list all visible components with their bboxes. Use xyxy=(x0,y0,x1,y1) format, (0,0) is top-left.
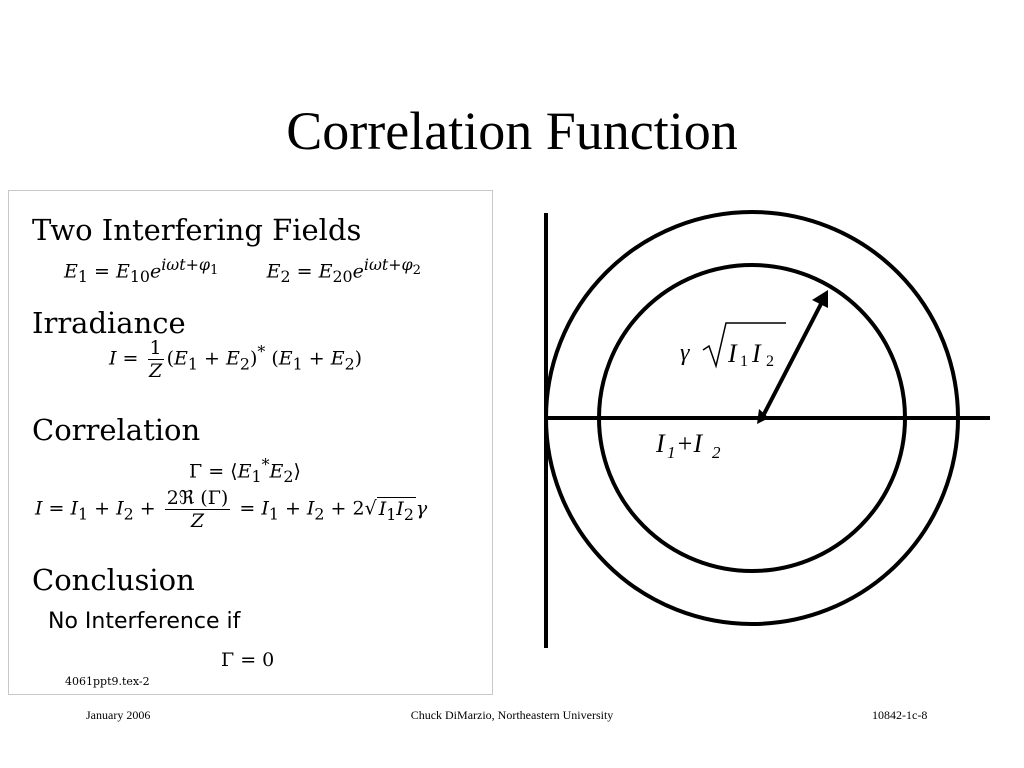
footer-slide-number: 10842-1c-8 xyxy=(872,708,928,722)
sum-label-sub2: 2 xyxy=(712,443,721,462)
conclusion-text: No Interference if xyxy=(48,609,241,634)
footer-author: Chuck DiMarzio, Northeastern University xyxy=(410,708,614,722)
field-equations: $E_1 = E_{10}e^{i\omega t+\varphi_1}$ $E_2 = E_{20}e^{i\omega t+\varphi_2}$ xyxy=(64,255,421,287)
slide-title: Correlation Function xyxy=(286,101,738,161)
footer-date: January 2006 xyxy=(86,708,151,722)
sum-label-i1: I xyxy=(656,429,665,458)
sqrt-label-sub2: 2 xyxy=(766,353,774,370)
gamma-label: γ xyxy=(680,340,690,366)
sqrt-label-i1: I xyxy=(728,339,737,368)
heading-two-fields: Two Interfering Fields xyxy=(32,213,362,247)
irradiance-equation: I = $\frac{1}{Z}$ $(E_1 + E_2)^*$ $(E_1 + E_2)$ xyxy=(109,337,363,382)
heading-correlation: Correlation xyxy=(32,413,201,447)
heading-conclusion: Conclusion xyxy=(32,563,195,597)
intensity-equation: $I = I_1 + I_2$ + $\frac{\text{2ℜ (Γ)}}{Z}$ = $I_1 + I_2 + 2√$ $I_1I_2$ γ xyxy=(35,487,428,532)
conclusion-equation: Γ = 0 xyxy=(221,649,275,671)
heading-irradiance: Irradiance xyxy=(32,306,186,340)
sum-label-plus-i2: +I xyxy=(676,429,703,458)
gamma-definition: $\Gamma = ⟨E_1^*E_2⟩$ xyxy=(189,455,301,487)
sqrt-label-sub1: 1 xyxy=(740,353,748,370)
sum-label-sub1: 1 xyxy=(667,443,676,462)
source-label: 4061ppt9.tex-2 xyxy=(65,675,150,688)
sqrt-label-i2: I xyxy=(752,339,761,368)
